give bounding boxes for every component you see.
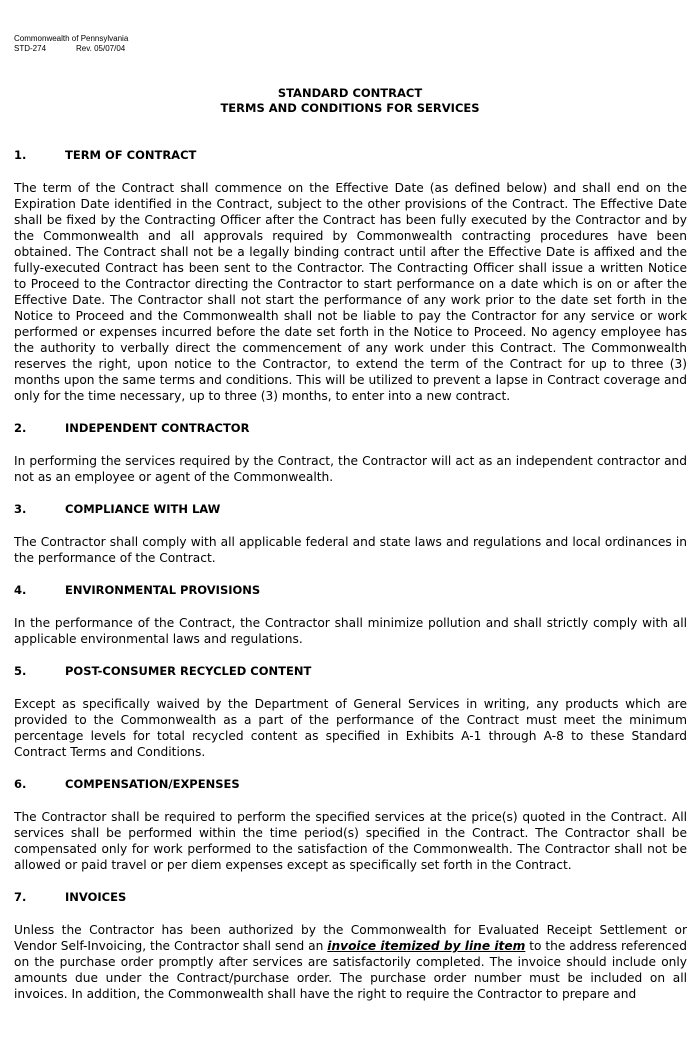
- section-recycled-content: [14, 664, 687, 760]
- section-heading: [14, 583, 687, 598]
- section-title: INVOICES: [65, 890, 127, 904]
- section-title: POST-CONSUMER RECYCLED CONTENT: [65, 664, 312, 678]
- section-text: In performing the services required by the Contract, the Contractor will act as an independent contractor and not as an employee or agent of the Commonwealth.: [14, 454, 687, 484]
- section-number: 3.: [14, 502, 27, 516]
- title-line-2: TERMS AND CONDITIONS FOR SERVICES: [220, 101, 480, 115]
- section-independent-contractor: [14, 421, 687, 485]
- section-compliance-with-law: [14, 502, 687, 566]
- section-number: 1.: [14, 148, 27, 162]
- section-environmental-provisions: [14, 583, 687, 647]
- section-number: 4.: [14, 583, 27, 597]
- section-heading: [14, 777, 687, 792]
- invoice-emphasis: invoice itemized by line item: [327, 939, 526, 953]
- section-text: [14, 922, 687, 1002]
- section-text: The Contractor shall be required to perform the specified services at the price(s) quoted in the Contract. All services shall be performed within the time period(s) specified in the Contract. The Contractor shall be compensated only for work performed to the satisfaction of the Commonwealth. The Contractor shall not be allowed or paid travel or per diem expenses except as specifically set forth in the Contract.: [14, 810, 687, 872]
- section-heading: [14, 502, 687, 517]
- section-title: COMPLIANCE WITH LAW: [65, 502, 221, 516]
- form-header: [14, 34, 128, 54]
- section-text: Except as specifically waived by the Department of General Services in writing, any products which are provided to the Commonwealth as a part of the performance of the Contract must meet the minimum percentage levels for total recycled content as specified in Exhibits A-1 through A-8 to these Standard Contract Terms and Conditions.: [14, 697, 687, 759]
- section-heading: [14, 421, 687, 436]
- section-title: COMPENSATION/EXPENSES: [65, 777, 240, 791]
- section-compensation-expenses: [14, 777, 687, 873]
- document-body: [14, 148, 687, 1019]
- document-title: [0, 86, 700, 116]
- section-invoices: [14, 890, 687, 1002]
- section-title: ENVIRONMENTAL PROVISIONS: [65, 583, 261, 597]
- section-text: The term of the Contract shall commence on the Effective Date (as defined below) and shall end on the Expiration Date identified in the Contract, subject to the other provisions of the Contract. The Effective Date shall be fixed by the Contracting Officer after the Contract has been fully executed by the Contractor and by the Commonwealth and all approvals required by Commonwealth contracting procedures have been obtained. The Contract shall not be a legally binding contract until after the Effective Date is affixed and the fully-executed Contract has been sent to the Contractor. The Contracting Officer shall issue a written Notice to Proceed to the Contractor directing the Contractor to start performance on a date which is on or after the Effective Date. The Contractor shall not start the performance of any work prior to the date set forth in the Notice to Proceed and the Commonwealth shall not be liable to pay the Contractor for any service or work performed or expenses incurred before the date set forth in the Notice to Proceed. No agency employee has the authority to verbally direct the commencement of any work under this Contract. The Commonwealth reserves the right, upon notice to the Contractor, to extend the term of the Contract for up to three (3) months upon the same terms and conditions. This will be utilized to prevent a lapse in Contract coverage and only for the time necessary, up to three (3) months, to enter into a new contract.: [14, 181, 687, 403]
- form-number: STD-274: [14, 44, 47, 53]
- section-text: The Contractor shall comply with all applicable federal and state laws and regulations and local ordinances in the performance of the Contract.: [14, 535, 687, 565]
- form-id-line: [14, 44, 128, 54]
- section-number: 5.: [14, 664, 27, 678]
- invoice-text-after: to the address referenced on the purchase order promptly after services are satisfactorily completed. The invoice should include only amounts due under the Contract/purchase order. The purchase order number must be included on all invoices. In addition, the Commonwealth shall have the right to require the Contractor to prepare and: [14, 939, 687, 1001]
- section-heading: [14, 664, 687, 679]
- section-title: TERM OF CONTRACT: [65, 148, 197, 162]
- revision-date: Rev. 05/07/04: [76, 44, 126, 53]
- section-number: 2.: [14, 421, 27, 435]
- org-name: Commonwealth of Pennsylvania: [14, 34, 129, 43]
- section-number: 6.: [14, 777, 27, 791]
- section-term-of-contract: [14, 148, 687, 404]
- section-heading: [14, 890, 687, 905]
- title-line-1: STANDARD CONTRACT: [277, 86, 423, 100]
- section-number: 7.: [14, 890, 27, 904]
- section-heading: [14, 148, 687, 163]
- section-text: In the performance of the Contract, the Contractor shall minimize pollution and shall strictly comply with all applicable environmental laws and regulations.: [14, 616, 687, 646]
- invoice-text-before: Unless the Contractor has been authorized by the Commonwealth for Evaluated Receipt Settlement or Vendor Self-Invoicing, the Contractor shall send an: [14, 923, 687, 953]
- section-title: INDEPENDENT CONTRACTOR: [65, 421, 250, 435]
